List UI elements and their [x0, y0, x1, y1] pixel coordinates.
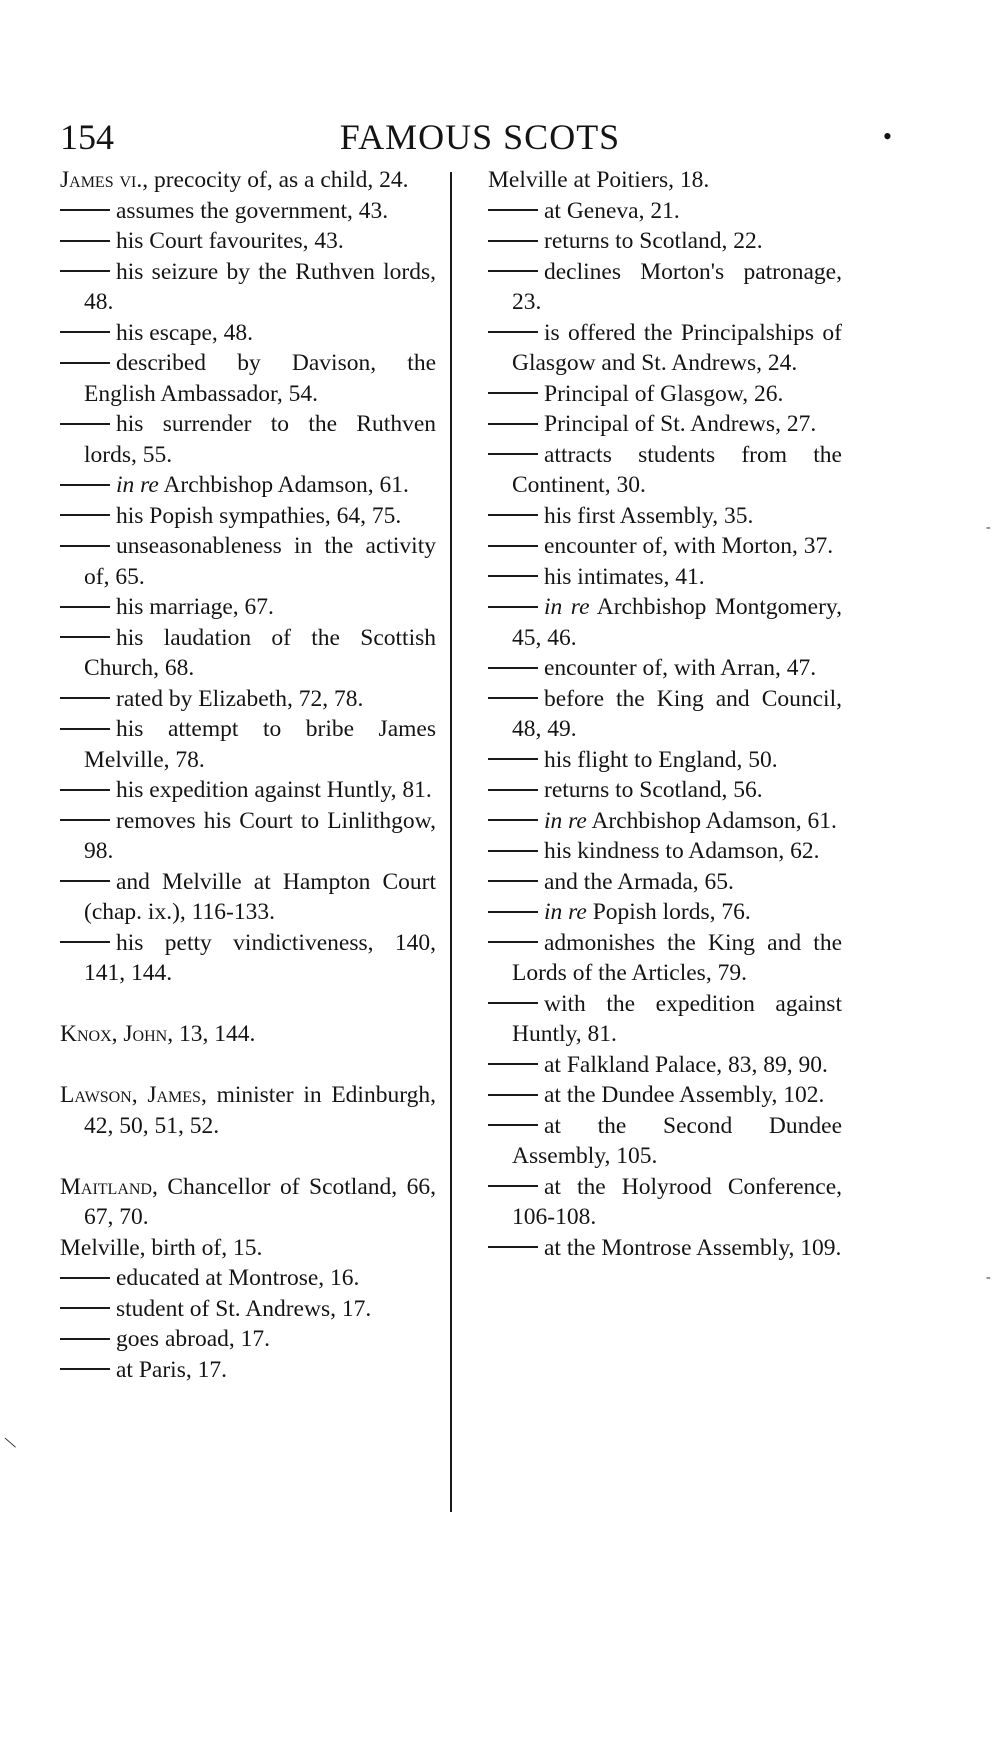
- entry-text: at the Dundee Assembly, 102.: [544, 1082, 825, 1108]
- index-entry: [60, 1355, 436, 1386]
- print-dot: •: [882, 122, 892, 151]
- ditto-dash: [60, 697, 110, 699]
- ditto-dash: [488, 819, 538, 821]
- ditto-dash: [60, 545, 110, 547]
- ditto-dash: [488, 209, 538, 211]
- entry-text: his petty vindictiveness, 140, 141, 144.: [84, 929, 436, 986]
- stray-mark: -: [986, 1270, 991, 1285]
- ditto-dash: [488, 606, 538, 608]
- ditto-dash: [60, 941, 110, 943]
- ditto-dash: [60, 728, 110, 730]
- index-entry: [60, 409, 436, 470]
- ditto-dash: [60, 270, 110, 272]
- entry-text: described by Davison, the English Ambassador, 54.: [84, 350, 436, 407]
- entry-heading: Lawson, James: [60, 1082, 201, 1108]
- entry-text: his seizure by the Ruthven lords, 48.: [84, 258, 436, 315]
- page-number: 154: [60, 117, 114, 157]
- index-entry: [488, 165, 842, 196]
- index-entry: [60, 775, 436, 806]
- entry-gap: [60, 1050, 436, 1081]
- entry-italic: in re: [116, 472, 159, 498]
- entry-gap: [60, 1141, 436, 1172]
- ditto-dash: [60, 423, 110, 425]
- entry-text: removes his Court to Linlithgow, 98.: [84, 807, 436, 864]
- index-entry: [60, 1080, 436, 1141]
- index-entry: [488, 897, 842, 928]
- ditto-dash: [488, 911, 538, 913]
- ditto-dash: [488, 1002, 538, 1004]
- ditto-dash: [60, 331, 110, 333]
- entry-text: is offered the Principalships of Glasgow and St. Andrews, 24.: [512, 319, 842, 376]
- entry-gap: [60, 989, 436, 1020]
- index-entry: [60, 318, 436, 349]
- entry-text: his surrender to the Ruthven lords, 55.: [84, 411, 436, 468]
- entry-text: returns to Scotland, 56.: [544, 777, 763, 803]
- ditto-dash: [488, 514, 538, 516]
- index-column-left: [60, 165, 436, 1385]
- index-entry: [60, 592, 436, 623]
- ditto-dash: [488, 240, 538, 242]
- ditto-dash: [488, 941, 538, 943]
- index-entry: [60, 714, 436, 775]
- page-header: [60, 112, 900, 162]
- index-entry: [488, 836, 842, 867]
- ditto-dash: [488, 392, 538, 394]
- index-entry: [488, 409, 842, 440]
- ditto-dash: [60, 1307, 110, 1309]
- index-entry: [60, 1324, 436, 1355]
- index-entry: [488, 989, 842, 1050]
- ditto-dash: [488, 880, 538, 882]
- ditto-dash: [60, 789, 110, 791]
- index-entry: [60, 165, 436, 196]
- ditto-dash: [488, 697, 538, 699]
- index-entry: [60, 1233, 436, 1264]
- entry-text: goes abroad, 17.: [116, 1326, 271, 1352]
- entry-text: and Melville at Hampton Court (chap. ix.), 116-133.: [84, 868, 436, 925]
- entry-text: Principal of Glasgow, 26.: [544, 380, 784, 407]
- index-entry: [60, 1294, 436, 1325]
- entry-text: his laudation of the Scottish Church, 68.: [84, 624, 436, 681]
- ditto-dash: [488, 850, 538, 852]
- entry-heading: Knox, John: [60, 1021, 168, 1047]
- entry-text: Principal of St. Andrews, 27.: [544, 411, 817, 437]
- index-entry: [488, 928, 842, 989]
- ditto-dash: [488, 758, 538, 760]
- index-entry: [488, 1233, 842, 1264]
- entry-text: , 13, 144.: [167, 1021, 256, 1047]
- index-column-right: [488, 165, 842, 1263]
- ditto-dash: [60, 1368, 110, 1370]
- ditto-dash: [488, 1063, 538, 1065]
- entry-text: , minister in Edinburgh, 42, 50, 51, 52.: [84, 1082, 436, 1139]
- index-entry: [60, 684, 436, 715]
- entry-text: at the Second Dundee Assembly, 105.: [512, 1112, 842, 1169]
- index-entry: [488, 745, 842, 776]
- entry-text: admonishes the King and the Lords of the Articles, 79.: [512, 929, 842, 986]
- entry-text: his expedition against Huntly, 81.: [116, 777, 432, 803]
- entry-text: his first Assembly, 35.: [544, 502, 754, 529]
- ditto-dash: [488, 575, 538, 577]
- ditto-dash: [60, 819, 110, 821]
- index-entry: [488, 226, 842, 257]
- index-entry: [488, 1172, 842, 1233]
- entry-text: his Court favourites, 43.: [116, 228, 344, 254]
- ditto-dash: [60, 1277, 110, 1279]
- index-entry: [488, 806, 842, 837]
- entry-text: Melville at Poitiers, 18.: [488, 167, 710, 193]
- ditto-dash: [60, 514, 110, 516]
- index-entry: [488, 653, 842, 684]
- index-entry: [60, 1172, 436, 1233]
- index-entry: [488, 257, 842, 318]
- index-entry: [60, 1019, 436, 1050]
- entry-text: declines Morton's patronage, 23.: [512, 258, 842, 315]
- index-entry: [488, 379, 842, 410]
- index-entry: [488, 867, 842, 898]
- entry-text: before the King and Council, 48, 49.: [512, 685, 842, 742]
- index-entry: [60, 470, 436, 501]
- ditto-dash: [488, 423, 538, 425]
- entry-text: , Chancellor of Scotland, 66, 67, 70.: [84, 1173, 436, 1230]
- ditto-dash: [60, 240, 110, 242]
- ditto-dash: [488, 331, 538, 333]
- entry-text: encounter of, with Morton, 37.: [544, 533, 834, 559]
- entry-text: at the Holyrood Conference, 106-108.: [512, 1173, 842, 1230]
- ditto-dash: [60, 484, 110, 486]
- stray-mark: \: [2, 1432, 19, 1454]
- entry-text: Popish lords, 76.: [586, 899, 751, 925]
- entry-text: his Popish sympathies, 64, 75.: [116, 502, 402, 529]
- index-entry: [488, 1080, 842, 1111]
- entry-text: rated by Elizabeth, 72, 78.: [116, 685, 364, 712]
- ditto-dash: [60, 636, 110, 638]
- index-entry: [488, 775, 842, 806]
- entry-heading: Maitland: [60, 1173, 152, 1200]
- entry-text: Archbishop Adamson, 61.: [586, 807, 837, 834]
- entry-text: Archbishop Montgomery, 45, 46.: [512, 594, 842, 651]
- ditto-dash: [488, 1185, 538, 1187]
- entry-italic: in re: [544, 807, 587, 834]
- index-entry: [488, 684, 842, 745]
- index-entry: [60, 1263, 436, 1294]
- index-entry: [60, 928, 436, 989]
- entry-text: Archbishop Adamson, 61.: [158, 472, 409, 498]
- entry-text: Melville, birth of, 15.: [60, 1234, 263, 1261]
- running-title: FAMOUS SCOTS: [339, 117, 621, 157]
- index-entry: [60, 623, 436, 684]
- entry-text: at the Montrose Assembly, 109.: [544, 1234, 842, 1261]
- entry-italic: in re: [544, 899, 587, 925]
- entry-text: educated at Montrose, 16.: [116, 1265, 360, 1291]
- entry-text: unseasonableness in the activity of, 65.: [84, 533, 436, 590]
- entry-text: his escape, 48.: [116, 319, 254, 346]
- index-entry: [488, 501, 842, 532]
- index-entry: [488, 531, 842, 562]
- ditto-dash: [60, 1338, 110, 1340]
- index-entry: [60, 226, 436, 257]
- ditto-dash: [60, 606, 110, 608]
- entry-text: with the expedition against Huntly, 81.: [512, 990, 842, 1047]
- entry-text: at Falkland Palace, 83, 89, 90.: [544, 1051, 828, 1078]
- index-entry: [488, 196, 842, 227]
- index-entry: [488, 1111, 842, 1172]
- entry-italic: in re: [544, 594, 590, 620]
- entry-text: student of St. Andrews, 17.: [116, 1295, 372, 1322]
- index-entry: [488, 562, 842, 593]
- index-entry: [60, 867, 436, 928]
- entry-text: returns to Scotland, 22.: [544, 228, 763, 254]
- entry-text: at Geneva, 21.: [544, 197, 680, 224]
- index-entry: [488, 592, 842, 653]
- ditto-dash: [488, 667, 538, 669]
- index-entry: [60, 348, 436, 409]
- index-entry: [60, 501, 436, 532]
- ditto-dash: [60, 209, 110, 211]
- index-entry: [488, 440, 842, 501]
- index-entry: [60, 257, 436, 318]
- index-entry: [488, 318, 842, 379]
- entry-text: encounter of, with Arran, 47.: [544, 655, 817, 681]
- index-entry: [488, 1050, 842, 1081]
- entry-text: and the Armada, 65.: [544, 868, 734, 895]
- entry-heading: James vi.: [60, 167, 143, 193]
- entry-text: attracts students from the Continent, 30.: [512, 441, 842, 498]
- ditto-dash: [488, 453, 538, 455]
- entry-text: assumes the government, 43.: [116, 197, 389, 224]
- index-entry: [60, 531, 436, 592]
- index-entry: [60, 806, 436, 867]
- entry-text: , precocity of, as a child, 24.: [142, 167, 409, 193]
- entry-text: his intimates, 41.: [544, 563, 705, 590]
- entry-text: his attempt to bribe James Melville, 78.: [84, 716, 436, 773]
- entry-text: his flight to England, 50.: [544, 746, 778, 773]
- ditto-dash: [488, 1094, 538, 1096]
- index-entry: [60, 196, 436, 227]
- ditto-dash: [60, 362, 110, 364]
- ditto-dash: [488, 270, 538, 272]
- entry-text: his kindness to Adamson, 62.: [544, 838, 820, 864]
- ditto-dash: [60, 880, 110, 882]
- ditto-dash: [488, 1246, 538, 1248]
- entry-text: his marriage, 67.: [116, 594, 274, 620]
- ditto-dash: [488, 545, 538, 547]
- column-divider: [450, 172, 452, 1512]
- entry-text: at Paris, 17.: [116, 1356, 227, 1383]
- ditto-dash: [488, 789, 538, 791]
- ditto-dash: [488, 1124, 538, 1126]
- stray-mark: -: [986, 520, 991, 535]
